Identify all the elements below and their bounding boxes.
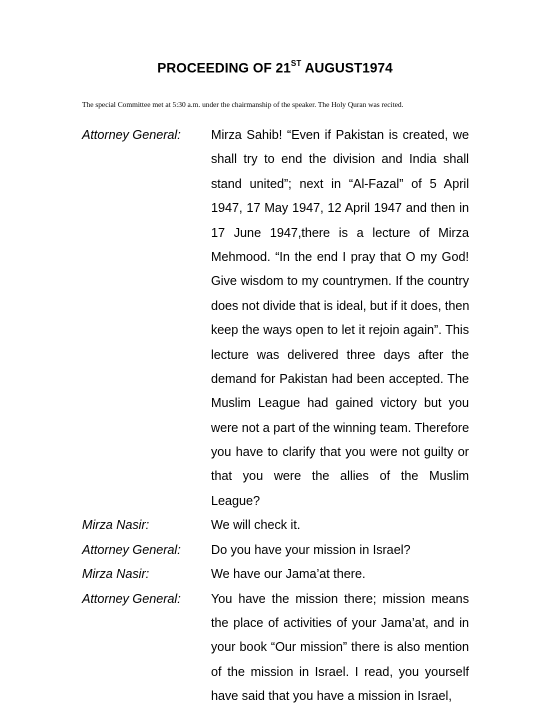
speech-block bbox=[211, 562, 469, 586]
speech-line: stand united”; next in “Al-Fazal” of 5 April bbox=[211, 176, 469, 191]
speech-line: have said that you have a mission in Israel, bbox=[211, 689, 452, 704]
speech-line: We have our Jama’at there. bbox=[211, 567, 366, 582]
speech-line: shall try to end the division and India shall bbox=[211, 152, 469, 167]
speech-line: of the mission in Israel. I read, you yourself bbox=[211, 664, 469, 679]
speech-line: the place of activities of your Jama’at, and in bbox=[211, 615, 469, 630]
title-prefix: PROCEEDING OF 21 bbox=[157, 60, 291, 76]
speech-line: demand for Pakistan had been accepted. The bbox=[211, 371, 469, 386]
speech-block bbox=[211, 513, 469, 537]
speech-line: 1947, 17 May 1947, 12 April 1947 and then in bbox=[211, 201, 469, 216]
speech-block bbox=[211, 587, 469, 709]
speaker-label: Attorney General: bbox=[82, 542, 181, 557]
speech-line: 17 June 1947,there is a lecture of Mirza bbox=[211, 225, 469, 240]
speech-line: Muslim League had gained victory but you bbox=[211, 396, 469, 411]
speech-line: Do you have your mission in Israel? bbox=[211, 542, 411, 557]
speaker-label: Attorney General: bbox=[82, 128, 181, 142]
speech-line: you have to clarify that you were not guilty or bbox=[211, 445, 469, 460]
session-note: The special Committee met at 5:30 a.m. under the chairmanship of the speaker. The Holy Quran was recited. bbox=[82, 100, 404, 109]
speaker-label: Attorney General: bbox=[82, 591, 181, 606]
speech-line: lecture was delivered three days after the bbox=[211, 347, 469, 362]
speech-block bbox=[211, 538, 469, 562]
speech-line: does not divide that is ideal, but if it does, then bbox=[211, 298, 470, 313]
speech-line: We will check it. bbox=[211, 518, 301, 533]
speech-line: Mirza Sahib! “Even if Pakistan is created, we bbox=[211, 128, 469, 142]
speech-line: Give wisdom to my countrymen. If the country bbox=[211, 274, 469, 289]
speech-line: were not a part of the winning team. Therefore bbox=[211, 420, 470, 435]
page-title bbox=[0, 60, 550, 76]
speech-line: that you were the allies of the Muslim bbox=[211, 469, 469, 484]
speech-line: You have the mission there; mission means bbox=[211, 591, 469, 606]
speaker-label: Mirza Nasir: bbox=[82, 518, 150, 533]
speech-block bbox=[211, 123, 469, 513]
speech-line: Mehmood. “In the end I pray that O my God! bbox=[211, 249, 469, 264]
speech-line: your book “Our mission” there is also mention bbox=[211, 640, 469, 655]
speaker-label: Mirza Nasir: bbox=[82, 567, 150, 582]
speech-line: keep the ways open to let it rejoin again”. This bbox=[211, 323, 469, 338]
speech-line: League? bbox=[211, 493, 261, 508]
title-superscript: ST bbox=[290, 59, 302, 68]
title-suffix: AUGUST1974 bbox=[301, 60, 393, 76]
